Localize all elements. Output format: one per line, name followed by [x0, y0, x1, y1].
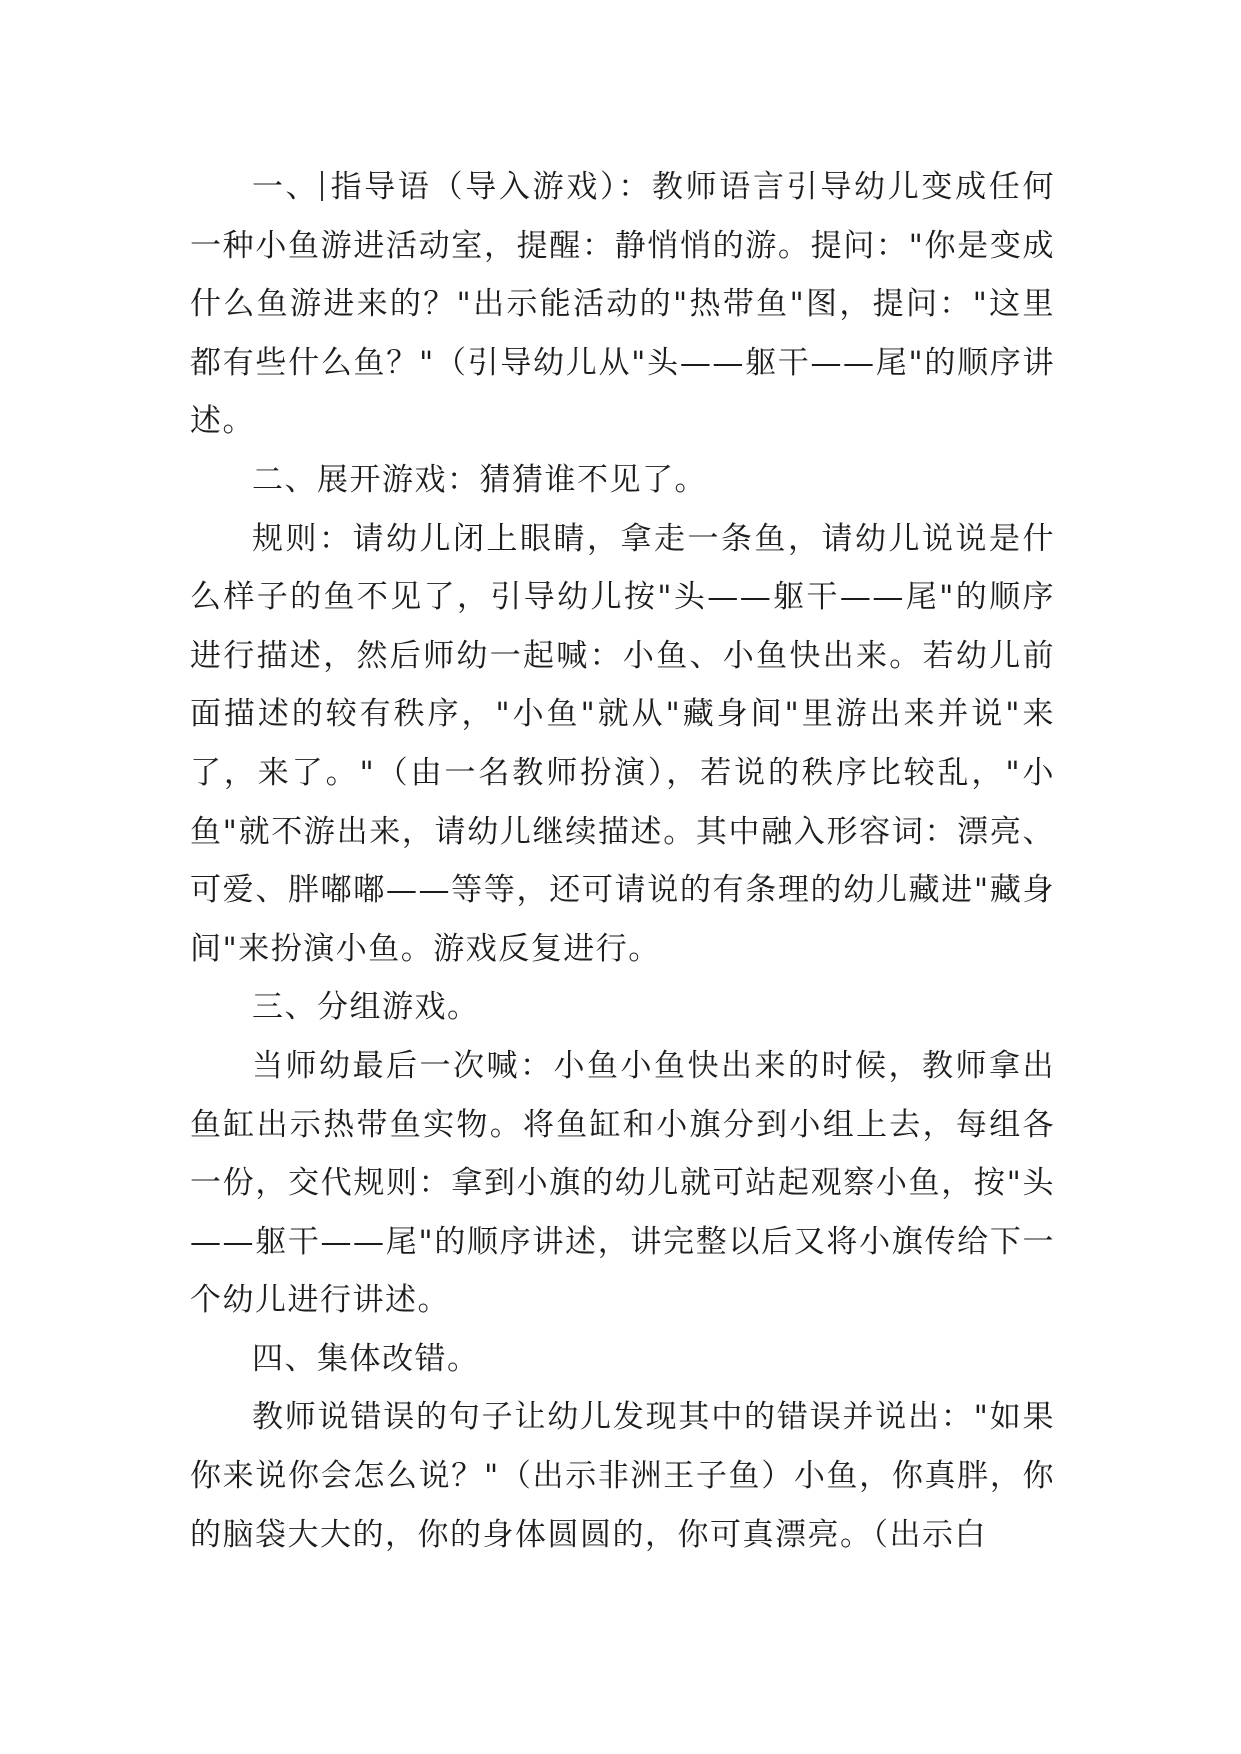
- paragraph-text: 指导语（导入游戏）：教师语言引导幼儿变成任何一种小鱼游进活动室，提醒：静悄悄的游。提问："你是变成什么鱼游进来的？"出示能活动的"热带鱼"图，提问："这里都有些什么鱼？"（引导幼儿从"头——躯干——尾"的顺序讲述。: [190, 169, 1055, 440]
- heading-step-four: 四、集体改错。: [252, 1340, 480, 1377]
- paragraph-intro: [190, 158, 1055, 451]
- section-number: 一、: [252, 169, 320, 205]
- text-cursor: [321, 171, 323, 201]
- document-page: [190, 158, 1055, 1564]
- heading-step-two: 二、展开游戏：猜猜谁不见了。: [252, 461, 707, 498]
- paragraph-group-game: 当师幼最后一次喊：小鱼小鱼快出来的时候，教师拿出鱼缸出示热带鱼实物。将鱼缸和小旗分到小组上去，每组各一份，交代规则：拿到小旗的幼儿就可站起观察小鱼，按"头——躯干——尾"的顺序讲述，讲完整以后又将小旗传给下一个幼儿进行讲述。: [190, 1047, 1055, 1319]
- heading-step-three: 三、分组游戏。: [252, 989, 480, 1026]
- paragraph-rules: 规则：请幼儿闭上眼睛，拿走一条鱼，请幼儿说说是什么样子的鱼不见了，引导幼儿按"头——躯干——尾"的顺序进行描述，然后师幼一起喊：小鱼、小鱼快出来。若幼儿前面描述的较有秩序，"小鱼"就从"藏身间"里游出来并说"来了，来了。"（由一名教师扮演），若说的秩序比较乱，"小鱼"就不游出来，请幼儿继续描述。其中融入形容词：漂亮、可爱、胖嘟嘟——等等，还可请说的有条理的幼儿藏进"藏身间"来扮演小鱼。游戏反复进行。: [190, 520, 1055, 967]
- paragraph-correction: 教师说错误的句子让幼儿发现其中的错误并说出："如果你来说你会怎么说？"（出示非洲王子鱼）小鱼，你真胖，你的脑袋大大的，你的身体圆圆的，你可真漂亮。（出示白: [190, 1399, 1055, 1553]
